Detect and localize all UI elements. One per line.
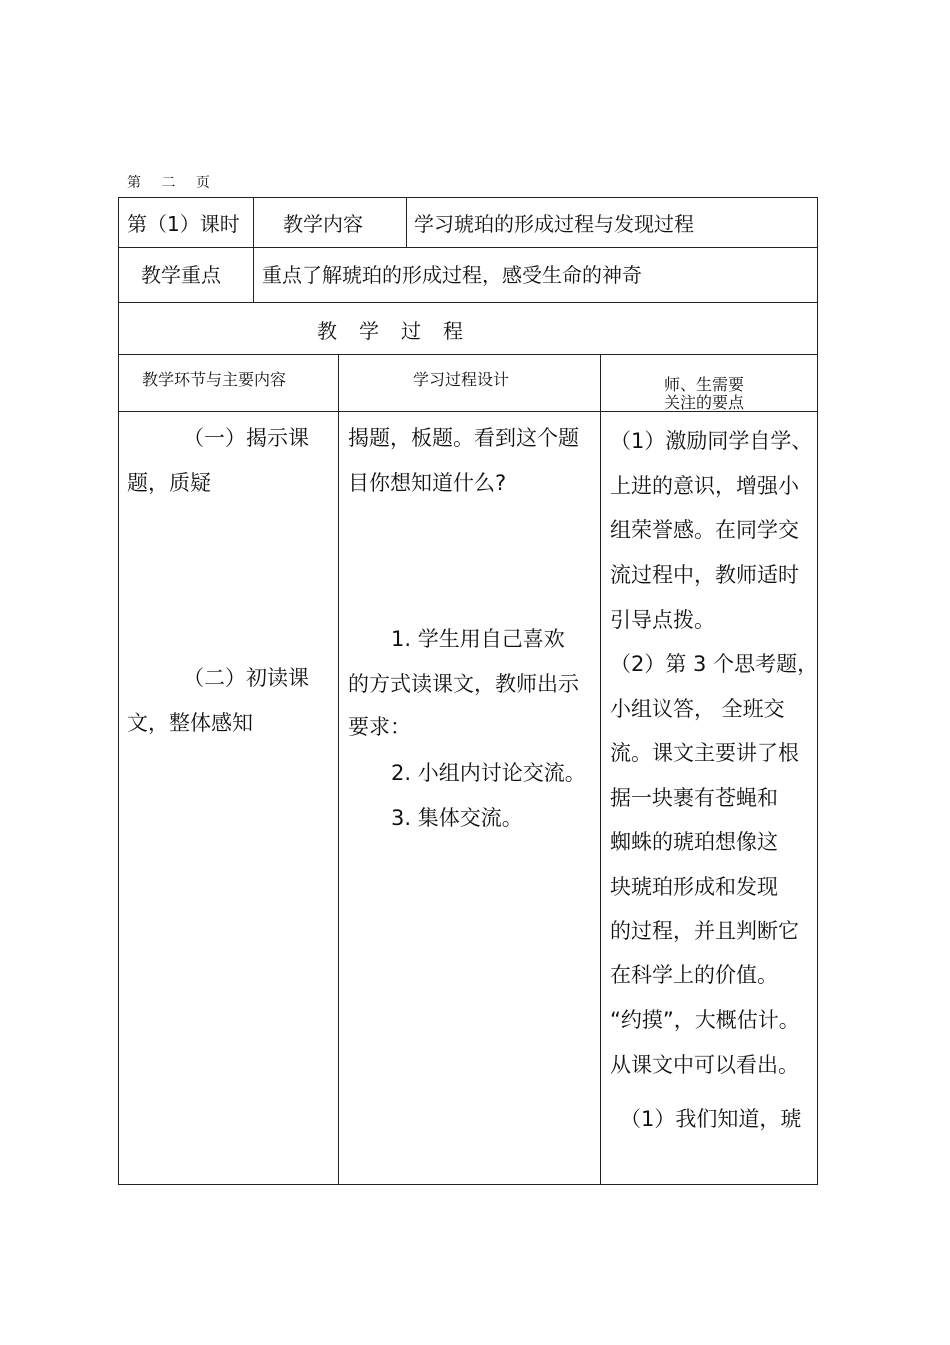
- note-line: 流过程中，教师适时: [610, 563, 799, 587]
- column-header-notes-line2: 关注的要点: [664, 393, 745, 412]
- note-line: （1）我们知道，琥: [620, 1107, 802, 1131]
- table-rule: [118, 354, 818, 355]
- table-rule: [253, 197, 254, 303]
- design-line: 要求：: [348, 715, 411, 739]
- design-line: 目你想知道什么?: [348, 471, 507, 495]
- stage-line: （二）初读课: [183, 666, 309, 690]
- design-line: 2. 小组内讨论交流。: [391, 761, 586, 785]
- column-header-notes-line1: 师、生需要: [664, 375, 745, 394]
- period-label: 第（1）课时: [127, 212, 240, 236]
- note-line: 流。课文主要讲了根: [610, 741, 799, 765]
- page-number-label: 第 二 页: [127, 175, 218, 191]
- note-line: “约摸”，大概估计。: [610, 1008, 800, 1032]
- note-line: （2）第 3 个思考题，: [610, 652, 819, 676]
- design-line: 的方式读课文，教师出示: [348, 672, 579, 696]
- note-line: 在科学上的价值。: [610, 963, 778, 987]
- stage-line: （一）揭示课: [183, 426, 309, 450]
- note-line: 蜘蛛的琥珀想像这: [610, 830, 778, 854]
- stage-line: 文，整体感知: [127, 711, 253, 735]
- note-line: 上进的意识，增强小: [610, 474, 799, 498]
- focus-value: 重点了解琥珀的形成过程，感受生命的神奇: [262, 263, 642, 287]
- stage-line: 题，质疑: [127, 471, 211, 495]
- table-rule: [600, 354, 601, 1185]
- note-line: 块琥珀形成和发现: [610, 875, 778, 899]
- table-rule: [118, 247, 818, 248]
- design-line: 1. 学生用自己喜欢: [391, 627, 565, 651]
- column-header-stages: 教学环节与主要内容: [142, 370, 287, 389]
- focus-label: 教学重点: [141, 263, 221, 287]
- table-rule: [118, 302, 818, 303]
- note-line: 组荣誉感。在同学交: [610, 518, 799, 542]
- note-line: 据一块裹有苍蝇和: [610, 786, 778, 810]
- note-line: 引导点拨。: [610, 608, 715, 632]
- table-rule: [406, 197, 407, 248]
- content-value: 学习琥珀的形成过程与发现过程: [414, 212, 694, 236]
- content-label: 教学内容: [283, 212, 363, 236]
- note-line: （1）激励同学自学、: [610, 429, 813, 453]
- design-line: 揭题，板题。看到这个题: [348, 426, 579, 450]
- note-line: 的过程，并且判断它: [610, 919, 799, 943]
- process-title: 教学过程: [317, 319, 485, 343]
- note-line: 从课文中可以看出。: [610, 1053, 799, 1077]
- column-header-design: 学习过程设计: [413, 370, 510, 389]
- note-line: 小组议答， 全班交: [610, 697, 785, 721]
- table-rule: [338, 354, 339, 1185]
- design-line: 3. 集体交流。: [391, 806, 523, 830]
